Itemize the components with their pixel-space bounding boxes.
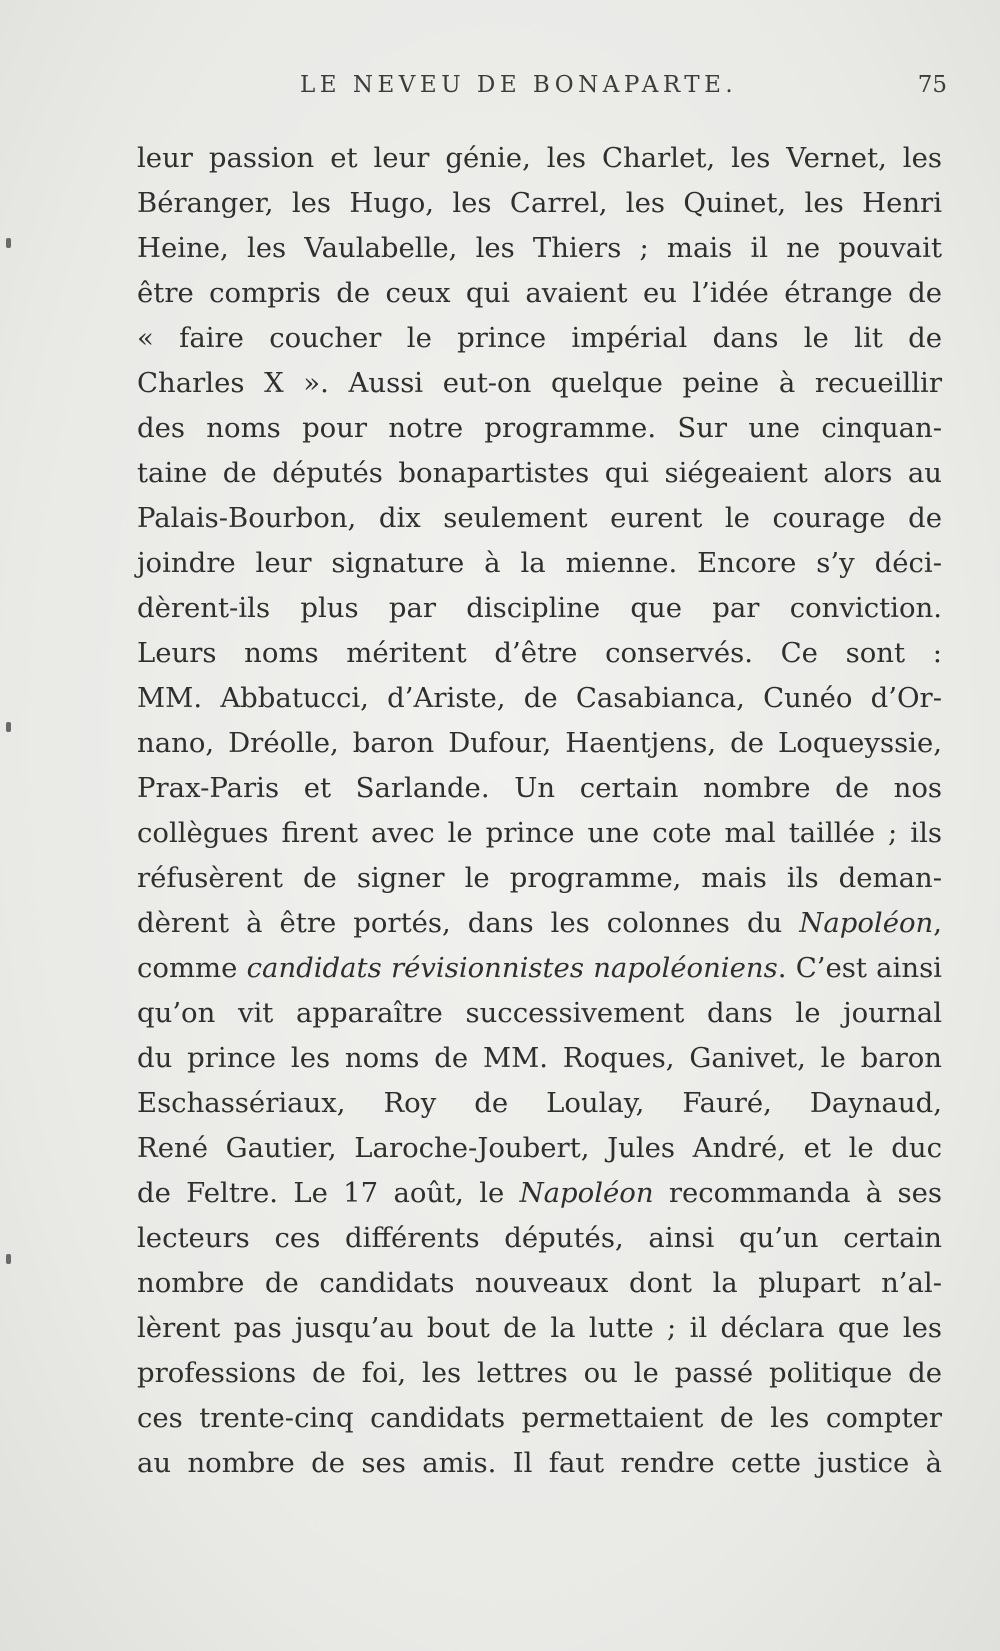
running-title: LE NEVEU DE BONAPARTE. xyxy=(300,72,738,98)
newspaper-title-italic: Napoléon xyxy=(519,1177,654,1209)
text-line: Charles X ». Aussi eut-on quelque peine à recueillir xyxy=(137,367,942,399)
text-line: joindre leur signature à la mienne. Encore s’y déci- xyxy=(137,547,942,579)
text-line: du prince les noms de MM. Roques, Ganivet, le baron xyxy=(137,1042,942,1074)
page-number: 75 xyxy=(917,72,947,98)
text-line: Heine, les Vaulabelle, les Thiers ; mais il ne pouvait xyxy=(137,232,942,264)
text-line xyxy=(137,1171,942,1216)
text-line: « faire coucher le prince impérial dans le lit de xyxy=(137,322,942,354)
text-line: lèrent pas jusqu’au bout de la lutte ; il déclara que les xyxy=(137,1312,942,1344)
text-line xyxy=(137,901,942,946)
text-line: nano, Dréolle, baron Dufour, Haentjens, de Loqueyssie, xyxy=(137,727,942,759)
body-text xyxy=(137,136,942,1486)
text-line: Leurs noms méritent d’être conservés. Ce sont : xyxy=(137,637,942,669)
page-header xyxy=(137,72,947,112)
text-line xyxy=(137,946,942,991)
text-line: être compris de ceux qui avaient eu l’idée étrange de xyxy=(137,277,942,309)
text-line: réfusèrent de signer le programme, mais ils deman- xyxy=(137,862,942,894)
text-run: , xyxy=(933,907,942,939)
text-run: . C’est ainsi xyxy=(777,952,942,984)
text-line: professions de foi, les lettres ou le passé politique de xyxy=(137,1357,942,1389)
text-line: MM. Abbatucci, d’Ariste, de Casabianca, Cunéo d’Or- xyxy=(137,682,942,714)
text-line: Prax-Paris et Sarlande. Un certain nombre de nos xyxy=(137,772,942,804)
text-line: nombre de candidats nouveaux dont la plupart n’al- xyxy=(137,1267,942,1299)
text-line: collègues firent avec le prince une cote mal taillée ; ils xyxy=(137,817,942,849)
text-line: ces trente-cinq candidats permettaient de les compter xyxy=(137,1402,942,1434)
text-line: Palais-Bourbon, dix seulement eurent le courage de xyxy=(137,502,942,534)
text-line: au nombre de ses amis. Il faut rendre cette justice à xyxy=(137,1447,942,1479)
text-line: lecteurs ces différents députés, ainsi qu’un certain xyxy=(137,1222,942,1254)
text-line: dèrent-ils plus par discipline que par conviction. xyxy=(137,592,942,624)
margin-mark xyxy=(6,1254,11,1264)
text-line: qu’on vit apparaître successivement dans le journal xyxy=(137,997,942,1029)
text-run: dèrent à être portés, dans les colonnes du xyxy=(137,907,800,939)
text-line: des noms pour notre programme. Sur une cinquan- xyxy=(137,412,942,444)
text-line: leur passion et leur génie, les Charlet, les Vernet, les xyxy=(137,142,942,174)
text-line: Eschassériaux, Roy de Loulay, Fauré, Daynaud, xyxy=(137,1087,942,1119)
margin-mark xyxy=(6,722,11,732)
text-run: recommanda à ses xyxy=(653,1177,942,1209)
text-line: taine de députés bonapartistes qui siégeaient alors au xyxy=(137,457,942,489)
italic-phrase: candidats révisionnistes napoléoniens xyxy=(246,952,778,984)
text-line: René Gautier, Laroche-Joubert, Jules André, et le duc xyxy=(137,1132,942,1164)
margin-mark xyxy=(6,238,11,248)
text-run: de Feltre. Le 17 août, le xyxy=(137,1177,520,1209)
text-line: Béranger, les Hugo, les Carrel, les Quinet, les Henri xyxy=(137,187,942,219)
newspaper-title-italic: Napoléon xyxy=(799,907,934,939)
text-run: comme xyxy=(137,952,247,984)
